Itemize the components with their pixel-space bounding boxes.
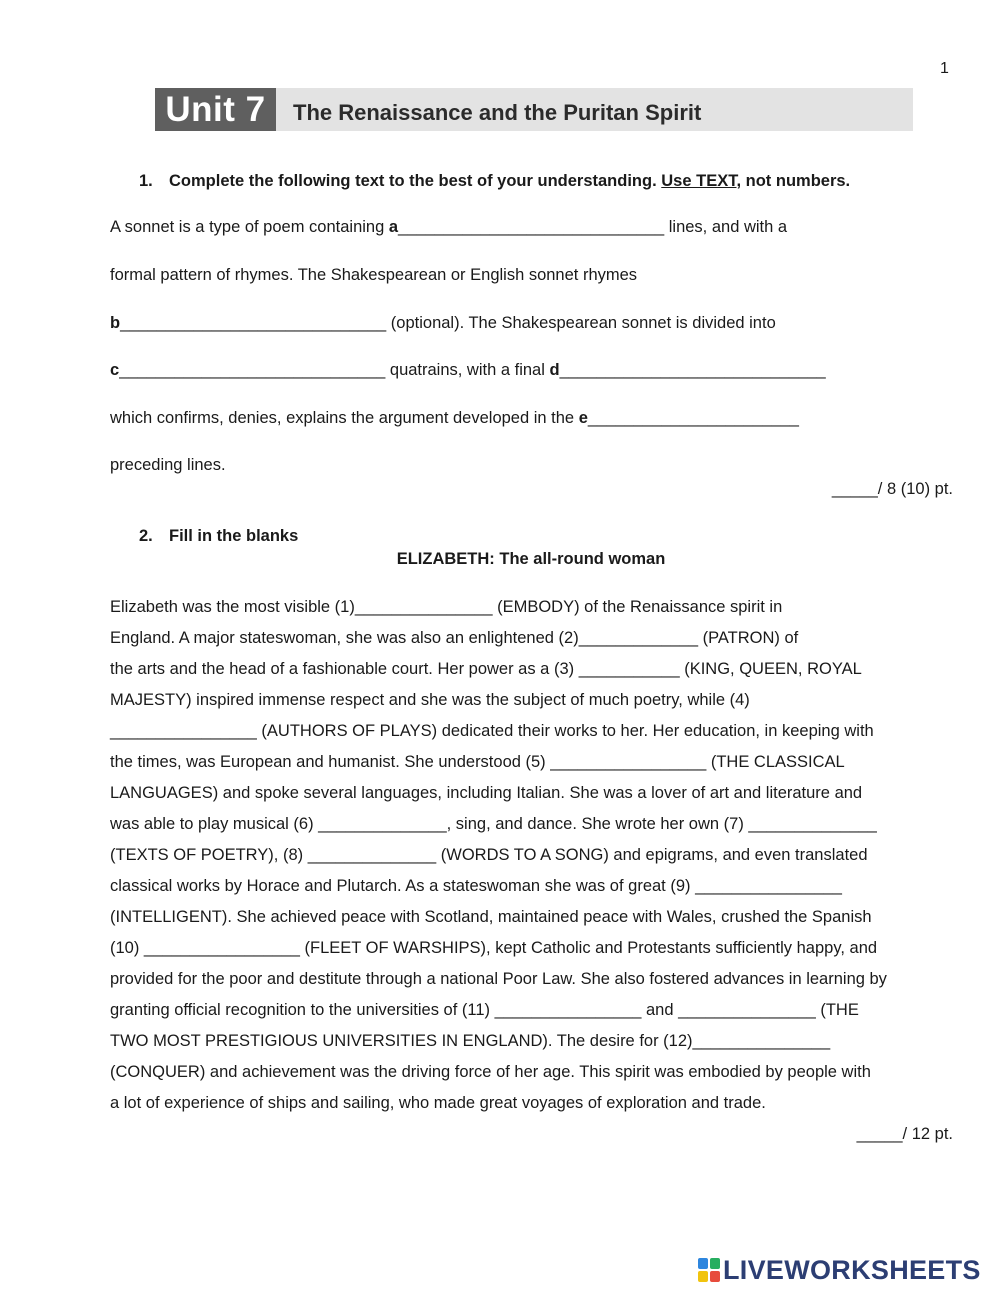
question-2-number: 2.: [139, 527, 153, 545]
q2-line[interactable]: the arts and the head of a fashionable court. Her power as a (3) ___________ (KING, QUEEN, ROYAL: [110, 660, 862, 678]
q1-blank-e[interactable]: _______________________: [587, 409, 799, 427]
q1-line-1: [110, 218, 787, 237]
question-1-heading: [139, 172, 850, 191]
unit-label: Unit 7: [155, 88, 276, 131]
q2-line[interactable]: (10) _________________ (FLEET OF WARSHIPS), kept Catholic and Protestants sufficiently happy, and: [110, 939, 878, 957]
q1-label-a: a: [388, 218, 399, 236]
q1-line-4: [110, 361, 826, 380]
q2-line[interactable]: TWO MOST PRESTIGIOUS UNIVERSITIES IN ENGLAND). The desire for (12)_______________: [110, 1032, 831, 1050]
unit-title: The Renaissance and the Puritan Spirit: [293, 100, 702, 125]
q1-line-6: [110, 456, 226, 475]
q1-label-b: b: [110, 314, 121, 332]
q1-label-c: c: [110, 361, 120, 379]
q2-line[interactable]: granting official recognition to the universities of (11) ________________ and _______________ (THE: [110, 1001, 859, 1019]
question-1-heading-text: Complete the following text to the best of your understanding.: [169, 172, 662, 190]
question-2-heading: [139, 527, 298, 546]
q1-blank-a[interactable]: _____________________________ lines, and with a: [398, 218, 788, 236]
q2-line[interactable]: Elizabeth was the most visible (1)_______________ (EMBODY) of the Renaissance spirit in: [110, 598, 783, 616]
q1-blank-c[interactable]: _____________________________ quatrains, with a final: [119, 361, 550, 379]
q2-line: provided for the poor and destitute through a national Poor Law. She also fostered advances in learning by: [110, 970, 887, 988]
question-1-number: 1.: [139, 172, 153, 190]
question-1-heading-underlined: Use TEXT: [661, 172, 737, 190]
q1-line-6-text: preceding lines.: [110, 456, 226, 474]
liveworksheets-mark-icon: [698, 1258, 720, 1282]
liveworksheets-wordmark: LIVEWORKSHEETS: [723, 1255, 981, 1285]
liveworksheets-logo: [698, 1255, 994, 1285]
q1-blank-b[interactable]: _____________________________ (optional). The Shakespearean sonnet is divided into: [120, 314, 776, 332]
q1-line-1-text: A sonnet is a type of poem containing: [110, 218, 389, 236]
q2-line[interactable]: ________________ (AUTHORS OF PLAYS) dedicated their works to her. Her education, in keeping with: [110, 722, 874, 740]
q1-line-2: [110, 266, 637, 285]
passage-title: ELIZABETH: The all-round woman: [396, 550, 666, 568]
q2-line[interactable]: was able to play musical (6) ______________, sing, and dance. She wrote her own (7) ______________: [110, 815, 877, 833]
q2-line: a lot of experience of ships and sailing, who made great voyages of exploration and trade.: [110, 1094, 766, 1112]
q1-blank-d[interactable]: _____________________________: [559, 361, 826, 379]
q1-score: _____/ 8 (10) pt.: [831, 480, 953, 498]
unit-banner: [155, 88, 913, 131]
q2-line: (INTELLIGENT). She achieved peace with Scotland, maintained peace with Wales, crushed the Spanish: [110, 908, 872, 926]
q1-line-2-text: formal pattern of rhymes. The Shakespearean or English sonnet rhymes: [110, 266, 638, 284]
question-2-heading-text: Fill in the blanks: [169, 527, 299, 545]
question-1-heading-tail: , not numbers.: [736, 172, 851, 190]
page-number: 1: [940, 60, 949, 77]
q2-line[interactable]: MAJESTY) inspired immense respect and she was the subject of much poetry, while (4): [110, 691, 750, 709]
q2-line: LANGUAGES) and spoke several languages, including Italian. She was a lover of art and literature and: [110, 784, 863, 802]
q2-line[interactable]: classical works by Horace and Plutarch. As a stateswoman she was of great (9) ________________: [110, 877, 842, 895]
q1-line-3: [110, 314, 776, 333]
q2-line[interactable]: England. A major stateswoman, she was also an enlightened (2)_____________ (PATRON) of: [110, 629, 799, 647]
q2-score: _____/ 12 pt.: [856, 1125, 953, 1143]
q1-label-d: d: [549, 361, 560, 379]
q1-line-5: [110, 409, 799, 428]
q2-line: (CONQUER) and achievement was the driving force of her age. This spirit was embodied by people with: [110, 1063, 871, 1081]
q1-label-e: e: [578, 409, 588, 427]
q1-line-5-text: which confirms, denies, explains the argument developed in the: [110, 409, 579, 427]
q2-line[interactable]: (TEXTS OF POETRY), (8) ______________ (WORDS TO A SONG) and epigrams, and even translated: [110, 846, 868, 864]
q2-line[interactable]: the times, was European and humanist. She understood (5) _________________ (THE CLASSICAL: [110, 753, 845, 771]
